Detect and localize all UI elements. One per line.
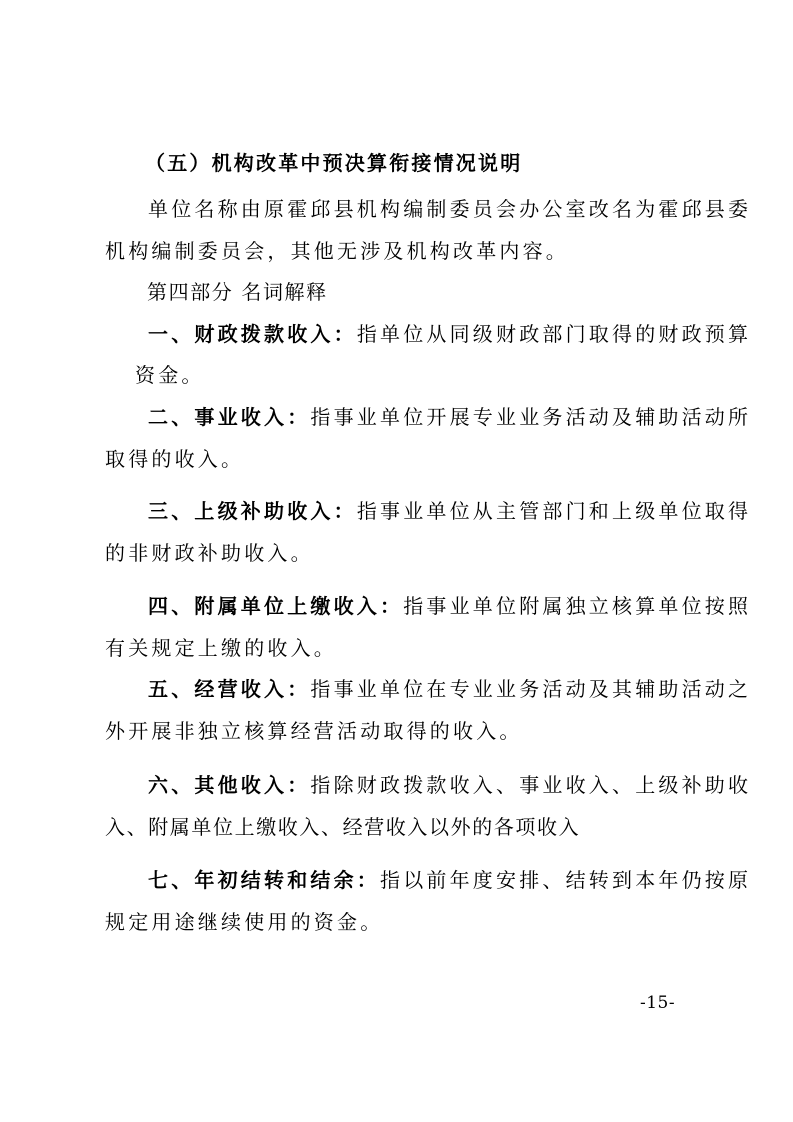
section-title: （五）机构改革中预决算衔接情况说明 [145, 151, 523, 175]
term-entry [148, 498, 751, 524]
term-definition: 指除财政拨款收入、事业收入、上级补助收 [310, 773, 752, 797]
paragraph-line: 机构编制委员会，其他无涉及机构改革内容。 [105, 239, 569, 263]
term-definition: 指事业单位在专业业务活动及其辅助活动之 [310, 677, 752, 701]
term-entry [148, 404, 751, 430]
term-label: 三、上级补助收入： [148, 499, 357, 523]
term-definition-continued: 的非财政补助收入。 [105, 541, 314, 565]
term-entry [148, 593, 751, 619]
term-definition-continued: 取得的收入。 [105, 447, 245, 471]
term-label: 七、年初结转和结余： [148, 868, 380, 892]
term-definition-continued: 外开展非独立核算经营活动取得的收入。 [105, 719, 523, 743]
term-label: 四、附属单位上缴收入： [148, 594, 404, 618]
term-definition-continued: 有关规定上缴的收入。 [105, 636, 337, 660]
term-label: 五、经营收入： [148, 677, 311, 701]
term-entry [148, 867, 751, 893]
term-definition: 指事业单位开展专业业务活动及辅助活动所 [310, 405, 752, 429]
term-definition: 指以前年度安排、结转到本年仍按原 [380, 868, 752, 892]
term-definition-continued: 入、附属单位上缴收入、经营收入以外的各项收入 [105, 815, 581, 839]
term-entry [148, 321, 751, 347]
term-definition-continued: 资金。 [135, 363, 205, 387]
term-label: 二、事业收入： [148, 405, 311, 429]
paragraph-line: 单位名称由原霍邱县机构编制委员会办公室改名为霍邱县委 [148, 197, 752, 221]
term-definition-continued: 规定用途继续使用的资金。 [105, 910, 384, 934]
term-definition: 指事业单位从主管部门和上级单位取得 [356, 499, 752, 523]
page-number: -15- [640, 993, 676, 1013]
term-label: 六、其他收入： [148, 773, 311, 797]
term-entry [148, 676, 751, 702]
term-label: 一、财政拨款收入： [148, 322, 357, 346]
term-definition: 指事业单位附属独立核算单位按照 [403, 594, 752, 618]
term-definition: 指单位从同级财政部门取得的财政预算 [356, 322, 752, 346]
part-heading: 第四部分 名词解释 [147, 280, 328, 304]
term-entry [148, 772, 751, 798]
